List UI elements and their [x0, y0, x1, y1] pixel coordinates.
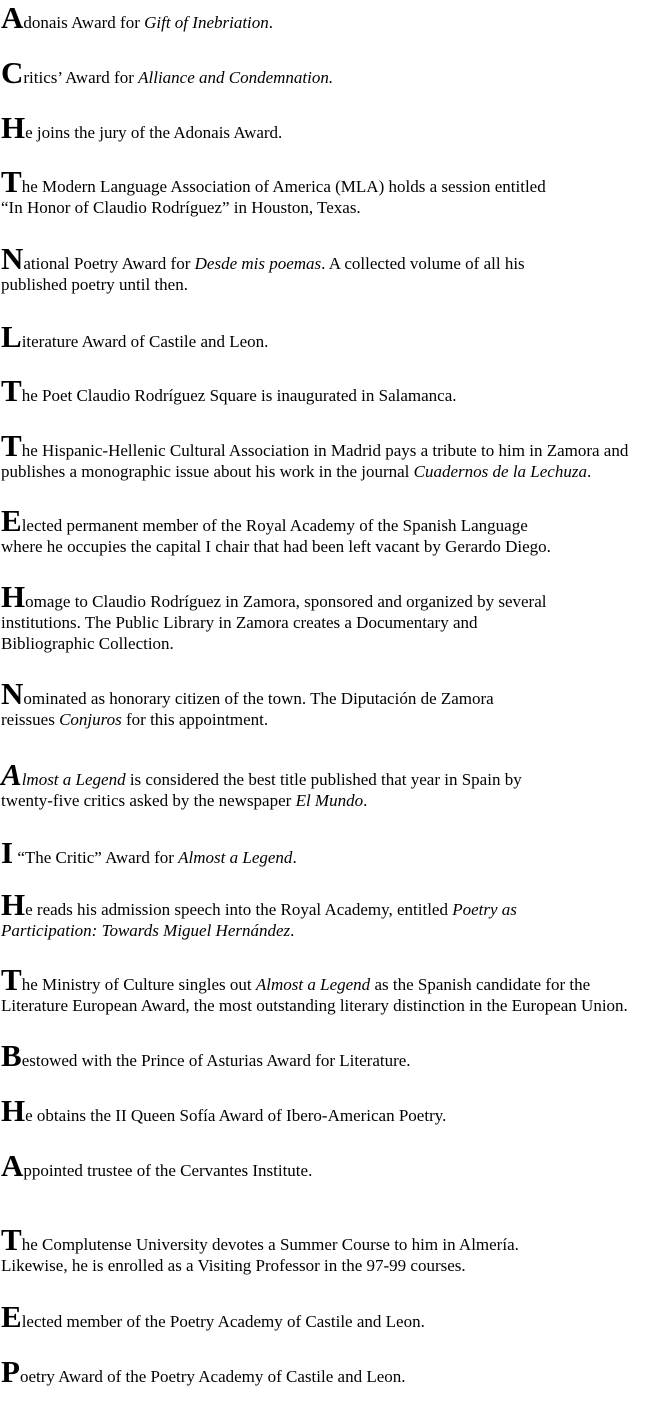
entry-text: lected member of the Poetry Academy of Castile and Leon.	[21, 1312, 425, 1331]
entry-text: Likewise, he is enrolled as a Visiting Professor in the 97-99 courses.	[1, 1256, 466, 1275]
entry-text: omage to Claudio Rodríguez in Zamora, sponsored and organized by several	[25, 592, 547, 611]
entry-text: estowed with the Prince of Asturias Award for Literature.	[21, 1051, 411, 1070]
entry-text: “The Critic” Award for	[13, 848, 179, 867]
italic-title: Poetry as	[452, 900, 517, 919]
entry-text: published poetry until then.	[1, 275, 188, 294]
entry-text: oetry Award of the Poetry Academy of Castile and Leon.	[19, 1367, 406, 1386]
italic-title: Cuadernos de la Lechuza	[413, 462, 587, 481]
entry	[1, 1038, 669, 1073]
italic-title: Almost a Legend	[178, 848, 293, 867]
entry	[1, 757, 669, 811]
entry-text: as the Spanish candidate for the	[370, 975, 591, 994]
initial-capital: T	[1, 164, 22, 199]
entry	[1, 241, 669, 295]
entry-text: .	[290, 921, 295, 940]
entry-text: he Poet Claudio Rodríguez Square is inaugurated in Salamanca.	[21, 386, 457, 405]
entry	[1, 428, 669, 482]
entry-text: for this appointment.	[121, 710, 269, 729]
entry-text: reissues	[1, 710, 60, 729]
italic-title: Gift of Inebriation	[144, 13, 269, 32]
initial-capital: H	[1, 579, 26, 614]
initial-capital: E	[1, 503, 22, 538]
entry-text: he Complutense University devotes a Summer Course to him in Almería.	[21, 1235, 519, 1254]
italic-title: El Mundo	[295, 791, 364, 810]
entry	[1, 110, 669, 145]
entry	[1, 164, 669, 218]
entry-text: he Modern Language Association of America (MLA) holds a session entitled	[21, 177, 546, 196]
entry	[1, 55, 669, 90]
initial-capital: E	[1, 1299, 22, 1334]
entry	[1, 962, 669, 1016]
entry-text: ominated as honorary citizen of the town. The Diputación de Zamora	[23, 689, 494, 708]
italic-title: Desde mis poemas	[194, 254, 322, 273]
entry-text: he Ministry of Culture singles out	[21, 975, 256, 994]
entry-text: twenty-five critics asked by the newspaper	[1, 791, 296, 810]
entry-text: ational Poetry Award for	[23, 254, 195, 273]
initial-capital: I	[1, 835, 14, 870]
entry	[1, 373, 669, 408]
entry-text: Bibliographic Collection.	[1, 634, 174, 653]
initial-capital: T	[1, 428, 22, 463]
entry	[1, 835, 669, 870]
entry	[1, 887, 669, 941]
entry	[1, 676, 669, 730]
initial-capital: N	[1, 241, 24, 276]
entry-text: institutions. The Public Library in Zamora creates a Documentary and	[1, 613, 478, 632]
entry	[1, 1222, 669, 1276]
initial-capital: C	[1, 55, 24, 90]
italic-title: Participation: Towards Miguel Hernández	[1, 921, 291, 940]
entry	[1, 1354, 669, 1389]
entry-text: iterature Award of Castile and Leon.	[21, 332, 269, 351]
entry-text: .	[268, 13, 274, 32]
entry-text: is considered the best title published that year in Spain by	[125, 770, 522, 789]
italic-title: lmost a Legend	[21, 770, 126, 789]
entry-text: lected permanent member of the Royal Academy of the Spanish Language	[21, 516, 528, 535]
entry-text: donais Award for	[23, 13, 145, 32]
entry-text: e joins the jury of the Adonais Award.	[25, 123, 283, 142]
entry-text: . A collected volume of all his	[321, 254, 525, 273]
initial-capital: H	[1, 110, 26, 145]
entry-text: ppointed trustee of the Cervantes Institute.	[23, 1161, 313, 1180]
initial-capital: N	[1, 676, 24, 711]
entry-text: where he occupies the capital I chair that had been left vacant by Gerardo Diego.	[1, 537, 551, 556]
italic-title: Alliance and Condemnation.	[138, 68, 334, 87]
initial-capital: H	[1, 887, 26, 922]
initial-capital: A	[1, 1148, 24, 1183]
italic-title: Conjuros	[59, 710, 122, 729]
entry-text: Literature European Award, the most outstanding literary distinction in the European Union.	[1, 996, 628, 1015]
entry	[1, 319, 669, 354]
entry-text: e reads his admission speech into the Royal Academy, entitled	[25, 900, 453, 919]
entry-text: .	[586, 462, 592, 481]
entry	[1, 0, 669, 35]
initial-capital: L	[1, 319, 22, 354]
entry	[1, 1299, 669, 1334]
entry	[1, 579, 669, 654]
initial-capital: B	[1, 1038, 22, 1073]
initial-capital: P	[1, 1354, 20, 1389]
initial-capital: H	[1, 1093, 26, 1128]
entry	[1, 1093, 669, 1128]
initial-capital: T	[1, 1222, 22, 1257]
entry-text: “In Honor of Claudio Rodríguez” in Houston, Texas.	[1, 198, 361, 217]
entry-text: publishes a monographic issue about his work in the journal	[1, 462, 414, 481]
initial-capital: T	[1, 962, 22, 997]
entry-text: he Hispanic-Hellenic Cultural Association in Madrid pays a tribute to him in Zamora and	[21, 441, 629, 460]
initial-capital: T	[1, 373, 22, 408]
entry	[1, 503, 669, 557]
entry-text: .	[363, 791, 368, 810]
entry-text: e obtains the II Queen Sofía Award of Ibero-American Poetry.	[25, 1106, 447, 1125]
entry-text: ritics’ Award for	[23, 68, 139, 87]
entry-text: .	[292, 848, 297, 867]
entry	[1, 1148, 669, 1183]
initial-capital: A	[1, 757, 22, 792]
italic-title: Almost a Legend	[255, 975, 371, 994]
initial-capital: A	[1, 0, 24, 35]
